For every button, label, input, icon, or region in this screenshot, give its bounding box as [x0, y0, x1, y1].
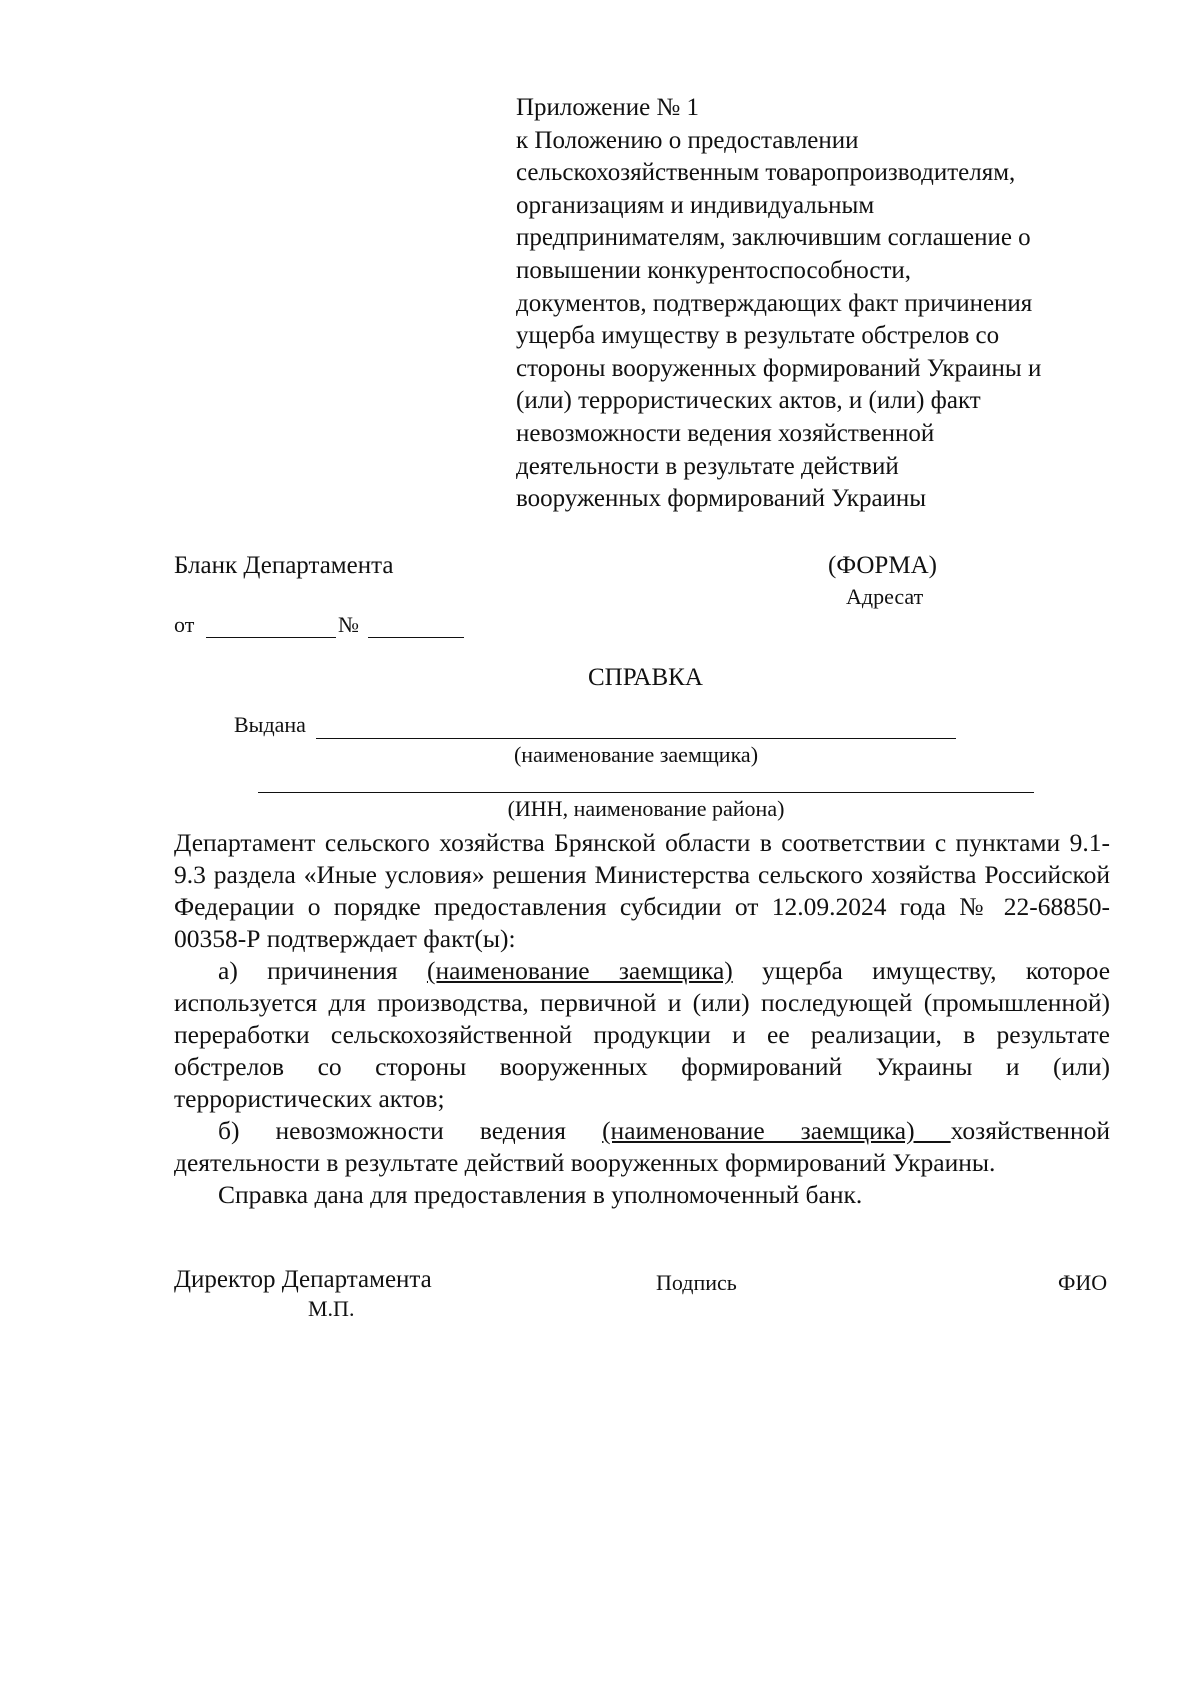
director-position: Директор Департамента: [174, 1266, 432, 1293]
item-a-rest: ущерба имуществу, которое используется для производства, первичной и (или) последующей (промышленной) переработки сельскохозяйственной продукции и ее реализации, в результате обстрелов со стороны вооруженных формирований Украины и (или) террористических актов;: [174, 956, 1111, 1113]
borrower-line: [316, 738, 956, 739]
item-b-paragraph: [174, 1115, 1110, 1179]
closing-paragraph: Справка дана для предоставления в уполномоченный банк.: [218, 1180, 863, 1209]
document-title: СПРАВКА: [588, 664, 703, 691]
name-label: ФИО: [1058, 1270, 1108, 1295]
appendix-line: повышении конкурентоспособности,: [516, 256, 912, 284]
from-label: от: [174, 612, 195, 637]
appendix-line: невозможности ведения хозяйственной: [516, 419, 935, 447]
form-label: (ФОРМА): [828, 552, 937, 579]
appendix-line: документов, подтверждающих факт причинения: [516, 289, 1033, 317]
certificate-body: [174, 827, 1110, 1211]
appendix-line: (или) террористических актов, и (или) факт: [516, 387, 981, 415]
appendix-line: стороны вооруженных формирований Украины и: [516, 354, 1042, 382]
appendix-line: к Положению о предоставлении: [516, 126, 859, 154]
item-b-rest: хозяйственной деятельности в результате действий вооруженных формирований Украины.: [174, 1116, 1110, 1177]
signature-label: Подпись: [656, 1270, 737, 1295]
borrower-caption: (наименование заемщика): [513, 742, 759, 767]
stamp-label: М.П.: [308, 1296, 355, 1321]
number-label: №: [338, 612, 359, 637]
appendix-line: деятельности в результате действий: [516, 452, 899, 480]
appendix-line: организациям и индивидуальным: [516, 191, 875, 219]
date-line: [206, 637, 336, 638]
appendix-line: ущерба имуществу в результате обстрелов со: [516, 322, 1000, 350]
department-blank-label: Бланк Департамента: [174, 552, 394, 579]
appendix-line: Приложение № 1: [516, 94, 700, 121]
appendix-block: [516, 92, 1136, 516]
intro-paragraph: Департамент сельского хозяйства Брянской области в соответствии с пунктами 9.1-9.3 раздела «Иные условия» решения Министерства сельского хозяйства Российской Федерации о порядке предоставления субсидии от 12.09.2024 года № 22-68850-00358-Р подтверждает факт(ы):: [174, 828, 1110, 953]
addressee-label: Адресат: [846, 584, 924, 609]
item-a-prefix: а) причинения: [218, 956, 427, 985]
appendix-line: вооруженных формирований Украины: [516, 485, 927, 513]
appendix-line: сельскохозяйственным товаропроизводителям,: [516, 159, 1016, 187]
item-b-borrower: (наименование заемщика): [602, 1116, 951, 1145]
issued-label: Выдана: [234, 712, 306, 737]
item-b-prefix: б) невозможности ведения: [218, 1116, 603, 1145]
inn-caption: (ИНН, наименование района): [507, 796, 785, 821]
number-line: [368, 637, 464, 638]
appendix-line: предпринимателям, заключившим соглашение о: [516, 224, 1031, 252]
inn-line: [258, 792, 1034, 793]
item-a-borrower: (наименование заемщика): [426, 956, 733, 985]
item-a-paragraph: [174, 955, 1110, 1115]
